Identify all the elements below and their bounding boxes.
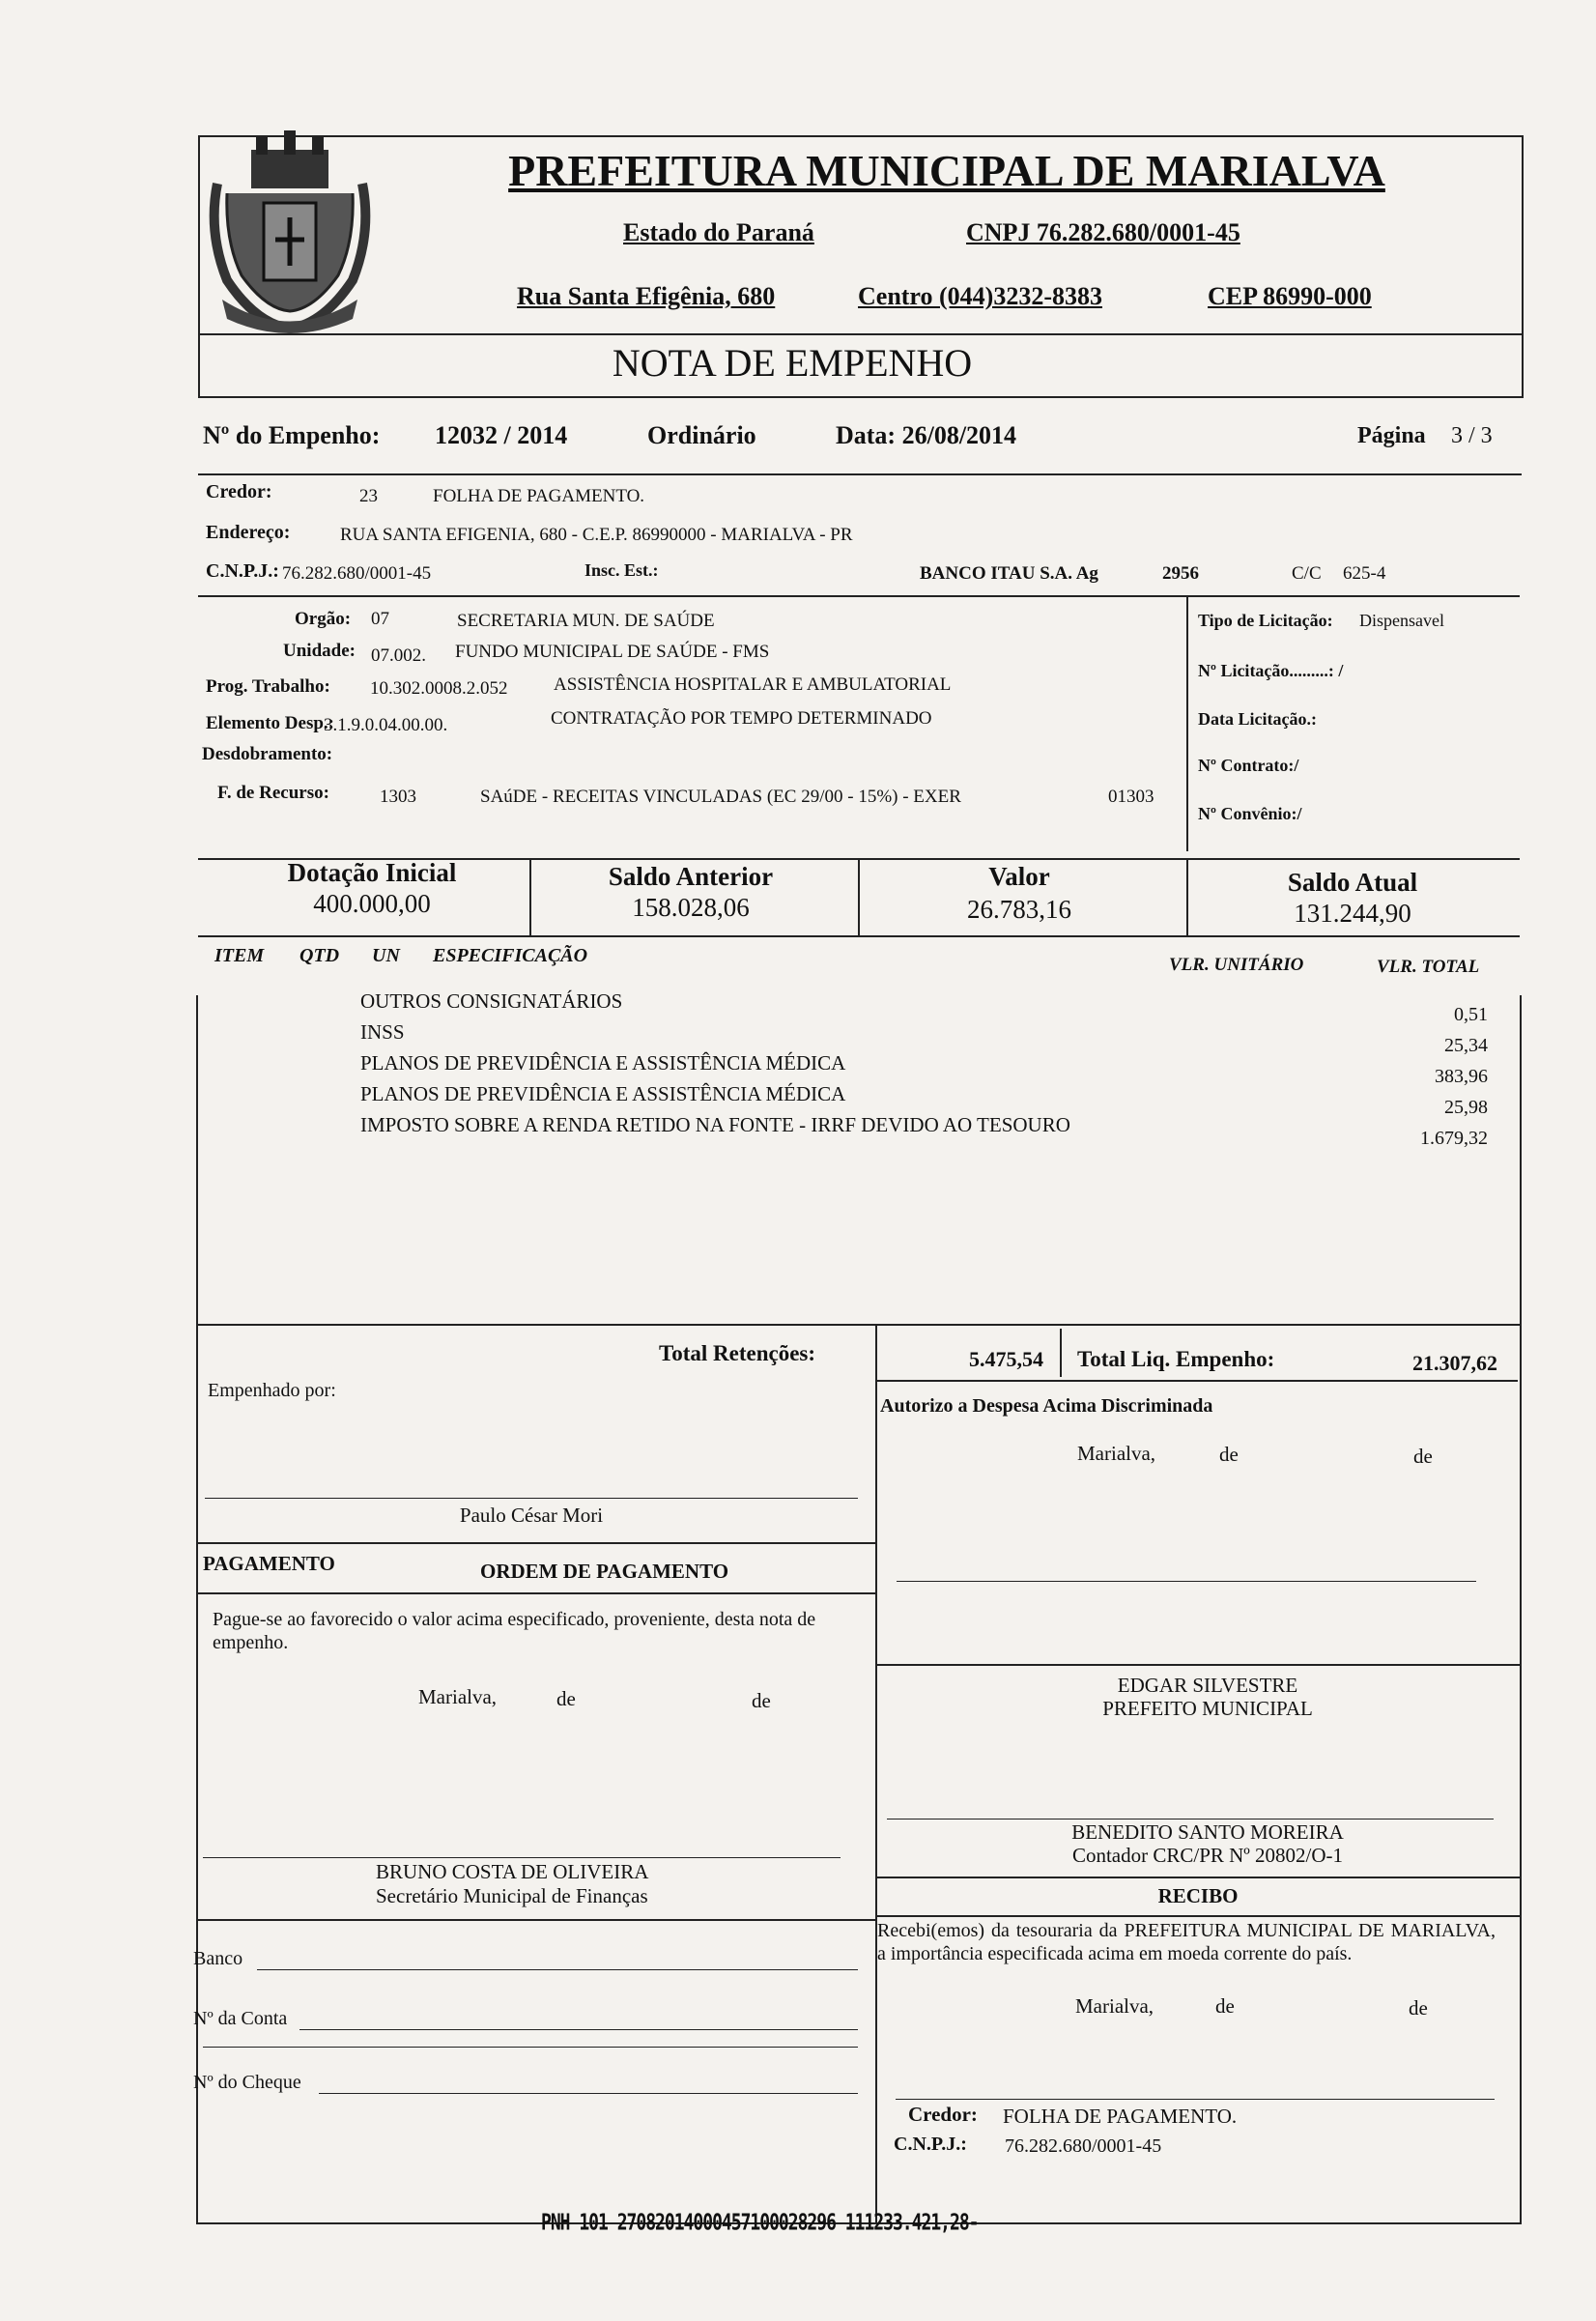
footer-cnpj-label: C.N.P.J.: [894,2134,967,2155]
page-title: PREFEITURA MUNICIPAL DE MARIALVA [508,146,1385,195]
empenho-date: Data: 26/08/2014 [836,421,1017,449]
cc-label: C/C [1292,563,1322,584]
prog-label: Prog. Trabalho: [206,676,330,697]
autorizo-de-1: de [1219,1443,1239,1466]
recibo-de-1: de [1215,1994,1235,2018]
list-item: OUTROS CONSIGNATÁRIOS [360,989,623,1013]
recibo-label: RECIBO [1157,1884,1239,1907]
item-total: 25,34 [1444,1035,1488,1056]
recibo-text: Recebi(emos) da tesouraria da PREFEITURA MUNICIPAL DE MARIALVA, a importância especificada acima em moeda corrente do país. [877,1920,1496,1964]
item-total: 25,98 [1444,1097,1488,1118]
prefeito-name: EDGAR SILVESTRE [1117,1674,1298,1697]
signature-area [196,1324,1522,2224]
list-item: INSS [360,1020,405,1044]
retencoes-label: Total Retenções: [659,1341,816,1365]
footer-cnpj: 76.282.680/0001-45 [1005,2135,1162,2157]
autorizo-label: Autorizo a Despesa Acima Discriminada [880,1395,1213,1417]
col-item: ITEM [214,945,265,966]
prefeito-title: PREFEITO MUNICIPAL [1102,1697,1313,1720]
licitacao-date: Data Licitação.: [1198,709,1317,729]
unidade-name: FUNDO MUNICIPAL DE SAÚDE - FMS [455,642,770,662]
page-value: 3 / 3 [1451,423,1493,448]
pagamento-city: Marialva, [418,1685,498,1708]
elemento-name: CONTRATAÇÃO POR TEMPO DETERMINADO [551,708,932,729]
ordem-pagamento-label: ORDEM DE PAGAMENTO [480,1560,729,1583]
district-phone: Centro (044)3232-8383 [858,282,1102,310]
saldo-atual-value: 131.244,90 [1294,899,1411,928]
autorizo-city: Marialva, [1077,1442,1156,1465]
list-item: PLANOS DE PREVIDÊNCIA E ASSISTÊNCIA MÉDICA [360,1082,846,1105]
elemento-label: Elemento Desp.: [206,713,334,733]
insc-label: Insc. Est.: [584,560,659,580]
recibo-city: Marialva, [1075,1994,1154,2018]
secretario-title: Secretário Municipal de Finanças [376,1884,648,1907]
street-address: Rua Santa Efigênia, 680 [517,282,776,310]
footer-credor-label: Credor: [908,2103,978,2126]
col-unit-value: VLR. UNITÁRIO [1169,955,1304,975]
item-total: 1.679,32 [1420,1128,1488,1149]
pagamento-de-2: de [752,1689,771,1712]
list-item: IMPOSTO SOBRE A RENDA RETIDO NA FONTE - IRRF DEVIDO AO TESOURO [360,1113,1070,1136]
dotacao-value: 400.000,00 [313,889,431,918]
contador-title: Contador CRC/PR Nº 20802/O-1 [1071,1844,1344,1867]
saldo-atual-label: Saldo Atual [1287,868,1418,897]
dotacao-label: Dotação Inicial [287,858,457,887]
secretario-name: BRUNO COSTA DE OLIVEIRA [376,1860,649,1883]
bank-name: BANCO ITAU S.A. Ag [920,563,1098,584]
licitacao-number: Nº Licitação.........: / [1198,661,1344,680]
pagamento-label: PAGAMENTO [203,1552,335,1575]
empenho-type: Ordinário [647,421,756,449]
cep-header: CEP 86990-000 [1208,282,1372,310]
prog-code: 10.302.0008.2.052 [370,678,508,699]
item-total: 383,96 [1435,1066,1488,1087]
credor-cnpj: 76.282.680/0001-45 [282,563,432,584]
credor-name: FOLHA DE PAGAMENTO. [433,486,645,506]
contador-name: BENEDITO SANTO MOREIRA [1071,1820,1344,1844]
items-values [1372,999,1488,1154]
item-total: 0,51 [1454,1004,1488,1025]
col-spec: ESPECIFICAÇÃO [433,945,588,966]
saldo-anterior-label: Saldo Anterior [608,862,774,891]
unidade-code: 07.002. [371,645,426,666]
page-label: Página [1357,423,1426,448]
autorizo-de-2: de [1413,1445,1433,1468]
unidade-label: Unidade: [283,641,356,661]
empenhado-name: Paulo César Mori [459,1504,604,1527]
recurso-code-2: 01303 [1108,787,1154,807]
recurso-code: 1303 [380,787,416,807]
licitacao-type-value: Dispensavel [1359,611,1444,630]
valor-label: Valor [988,862,1050,891]
empenho-number: 12032 / 2014 [435,421,568,449]
saldo-anterior-value: 158.028,06 [632,893,750,922]
desdobramento-label: Desdobramento: [202,744,333,764]
col-qtd: QTD [299,945,340,966]
cnpj-label: C.N.P.J.: [206,560,279,582]
credor-code: 23 [359,486,378,506]
elemento-code: 3.1.9.0.04.00.00. [324,715,448,735]
credor-address: RUA SANTA EFIGENIA, 680 - C.E.P. 86990000 - MARIALVA - PR [340,525,853,545]
address-label: Endereço: [206,522,291,543]
bank-agency: 2956 [1162,563,1199,584]
cc-value: 625-4 [1343,563,1386,584]
empenho-label: Nº do Empenho: [203,421,381,449]
liquido-label: Total Liq. Empenho: [1077,1347,1275,1371]
cnpj-header: CNPJ 76.282.680/0001-45 [966,218,1240,246]
retencoes-value: 5.475,54 [969,1347,1043,1371]
recurso-label: F. de Recurso: [217,783,329,803]
empenhado-label: Empenhado por: [208,1380,336,1401]
pagamento-de-1: de [556,1687,576,1710]
banco-label: Banco [193,1948,243,1969]
recurso-name: SAúDE - RECEITAS VINCULADAS (EC 29/00 - 15%) - EXER [480,787,961,807]
orgao-code: 07 [371,609,389,629]
list-item: PLANOS DE PREVIDÊNCIA E ASSISTÊNCIA MÉDICA [360,1051,846,1075]
orgao-name: SECRETARIA MUN. DE SAÚDE [457,611,715,631]
liquido-value: 21.307,62 [1412,1351,1497,1375]
document-code: PNH 101 27082014000457100028296 111233.421,28- [541,2209,979,2237]
col-un: UN [372,945,400,966]
footer-credor-name: FOLHA DE PAGAMENTO. [1003,2105,1238,2128]
contract-number: Nº Contrato:/ [1198,756,1299,775]
items-list [360,986,1070,1140]
pague-text: Pague-se ao favorecido o valor acima especificado, proveniente, desta nota de empenho. [213,1609,816,1653]
convenio-number: Nº Convênio:/ [1198,804,1302,823]
valor-value: 26.783,16 [967,895,1071,924]
col-total-value: VLR. TOTAL [1377,957,1480,977]
state-label: Estado do Paraná [623,218,814,246]
orgao-label: Orgão: [295,609,352,629]
licitacao-type-label: Tipo de Licitação: [1198,611,1333,630]
credor-label: Credor: [206,481,272,502]
recibo-de-2: de [1409,1996,1428,2020]
cheque-label: Nº do Cheque [193,2072,301,2093]
document-title: NOTA DE EMPENHO [612,341,973,385]
conta-label: Nº da Conta [193,2008,288,2029]
prog-name: ASSISTÊNCIA HOSPITALAR E AMBULATORIAL [554,674,952,695]
